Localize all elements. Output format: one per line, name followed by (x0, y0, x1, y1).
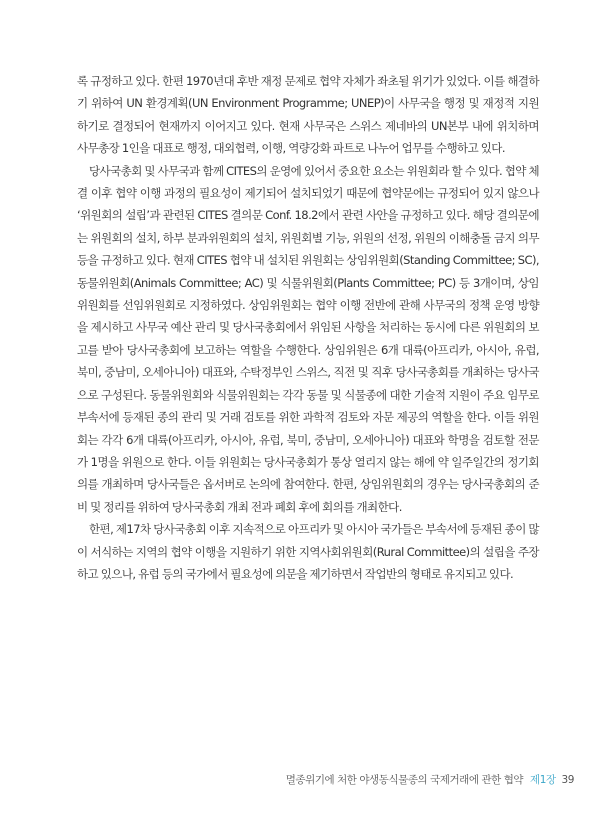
paragraph-continued: 록 규정하고 있다. 한편 1970년대 후반 재정 문제로 협약 자체가 좌초될 위기가 있었다. 이를 해결하기 위하여 UN 환경계획(UN Environment Programme; UNEP)이 사무국을 행정 및 재정적 지원하기로 결정되어 현재까지 이어지고 있다. 현재 사무국은 스위스 제네바의 UN본부 내에 위치하며 사무총장 1인을 대표로 행정, 대외협력, 이행, 역량강화 파트로 나누어 업무를 수행하고 있다. (77, 74, 539, 156)
page-footer (286, 772, 574, 787)
paragraph-committees: 당사국총회 및 사무국과 함께 CITES의 운영에 있어서 중요한 요소는 위원회라 할 수 있다. 협약 체결 이후 협약 이행 과정의 필요성이 제기되어 설치되었기 때문에 협약문에는 규정되어 있지 않으나 ‘위원회의 설립’과 관련된 CITES 결의문 Conf. 18.2에서 관련 사안을 규정하고 있다. 해당 결의문에는 위원회의 설치, 하부 분과위원회의 설치, 위원회별 기능, 위원의 선정, 위원의 이해충돌 금지 의무 등을 규정하고 있다. 현재 CITES 협약 내 설치된 위원회는 상임위원회(Standing Committee; SC), 동물위원회(Animals Committee; AC) 및 식물위원회(Plants Committee; PC) 등 3개이며, 상임위원회를 선임위원회로 지정하였다. 상임위원회는 협약 이행 전반에 관해 사무국의 정책 운영 방향을 제시하고 사무국 예산 관리 및 당사국총회에서 위임된 사항을 처리하는 동시에 다른 위원회의 보고를 받아 당사국총회에 보고하는 역할을 수행한다. 상임위원은 6개 대륙(아프리카, 아시아, 유럽, 북미, 중남미, 오세아니아) 대표와, 수탁정부인 스위스, 직전 및 직후 당사국총회를 개최하는 당사국으로 구성된다. 동물위원회와 식물위원회는 각각 동물 및 식물종에 대한 기술적 지원이 주요 임무로 부속서에 등재된 종의 관리 및 거래 검토를 위한 과학적 검토와 자문 제공의 역할을 한다. 이들 위원회는 각각 6개 대륙(아프리카, 아시아, 유럽, 북미, 중남미, 오세아니아) 대표와 학명을 검토할 전문가 1명을 위원으로 한다. 이들 위원회는 당사국총회가 통상 열리지 않는 해에 약 일주일간의 정기회의를 개최하며 당사국들은 옵서버로 논의에 참여한다. 한편, 상임위원회의 경우는 당사국총회의 준비 및 정리를 위하여 당사국총회 개최 전과 폐회 후에 회의를 개최한다. (77, 163, 539, 514)
paragraph-rural-committee: 한편, 제17차 당사국총회 이후 지속적으로 아프리카 및 아시아 국가들은 부속서에 등재된 종이 많이 서식하는 지역의 협약 이행을 지원하기 위한 지역사회위원회(Rural Committee)의 설립을 주장하고 있으나, 유럽 등의 국가에서 필요성에 의문을 제기하면서 작업반의 형태로 유지되고 있다. (77, 522, 539, 581)
footer-chapter-label: 제1장 (530, 774, 556, 786)
page-number: 39 (561, 774, 574, 786)
footer-book-title: 멸종위기에 처한 야생동식물종의 국제거래에 관한 협약 (285, 774, 524, 786)
document-body (77, 70, 539, 585)
